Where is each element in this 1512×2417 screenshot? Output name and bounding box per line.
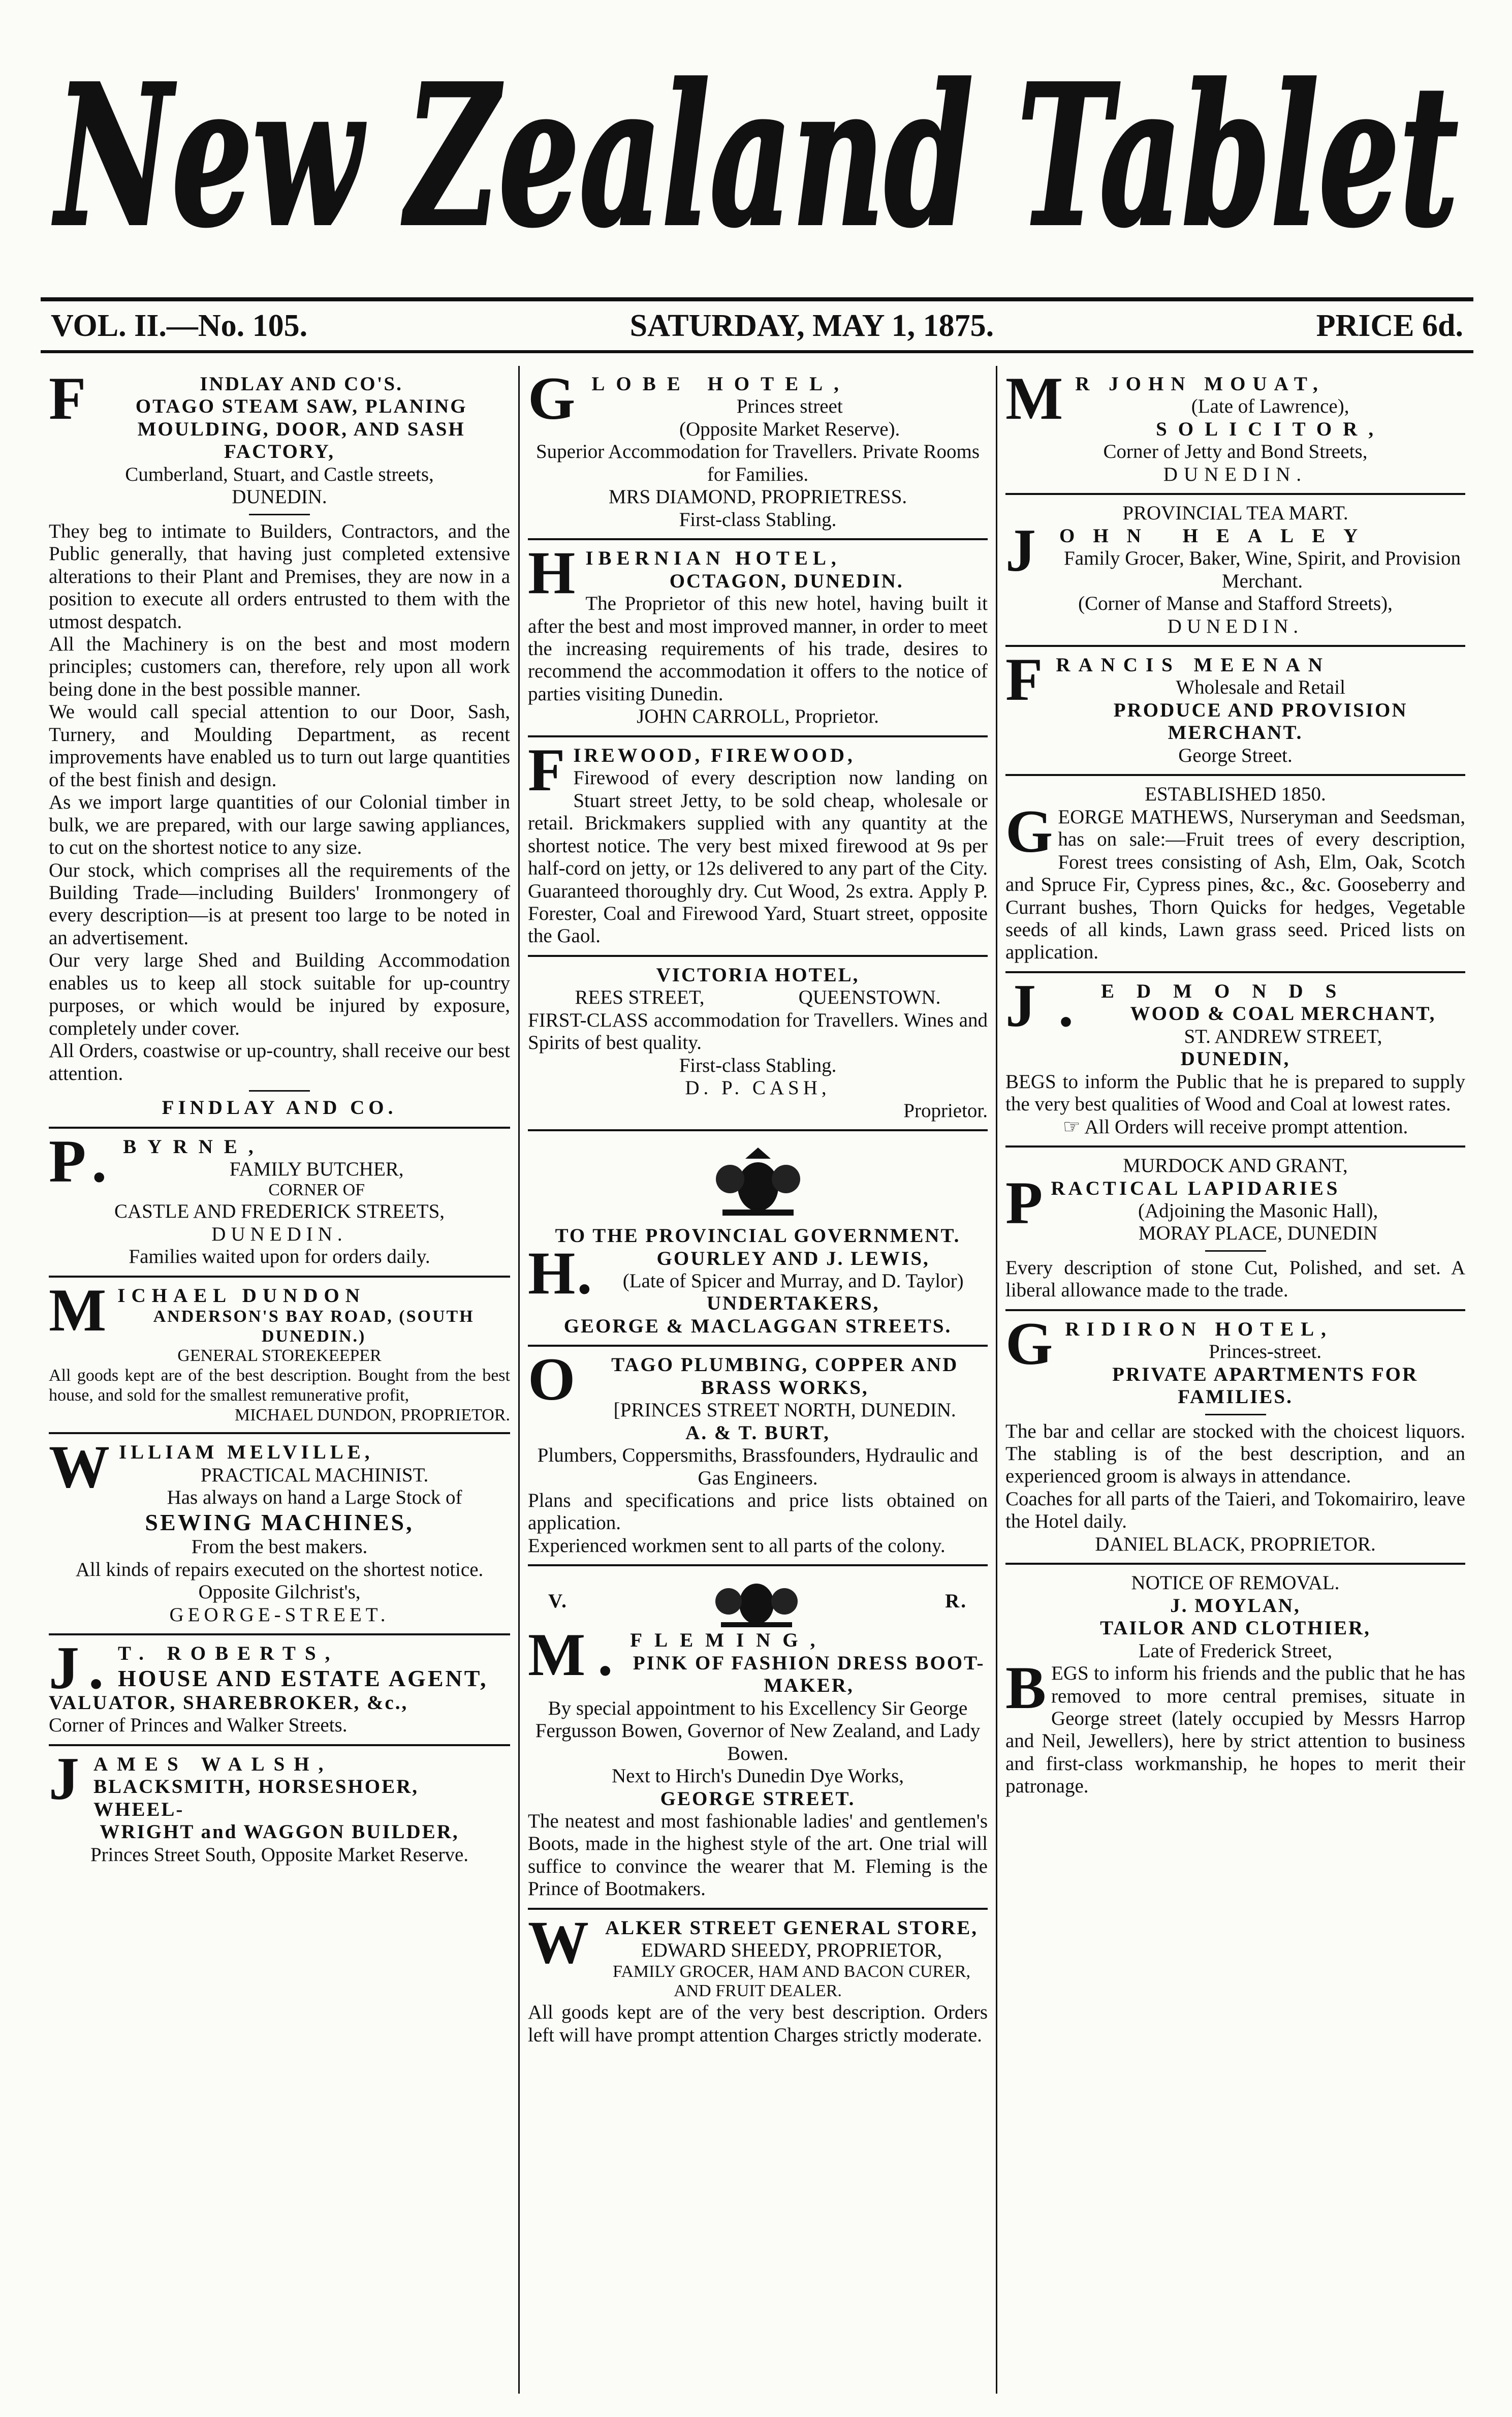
ad-title: J. MOYLAN, (1170, 1594, 1301, 1617)
pointing-hand-icon: ☞ (1062, 1115, 1081, 1138)
ad-edmonds (1005, 973, 1465, 1148)
ad-line: Opposite Gilchrist's, (198, 1581, 361, 1603)
ad-title: FIREWOOD, FIREWOOD, (528, 735, 856, 803)
ad-heading: ESTABLISHED 1850. (1145, 783, 1326, 805)
ad-line: Late of Frederick Street, (1138, 1639, 1333, 1662)
ad-line: A. & T. BURT, (685, 1421, 830, 1444)
ad-findlay (49, 366, 510, 1129)
volume-number: VOL. II.—No. 105. (51, 308, 308, 343)
ad-orders-note: All Orders will receive prompt attention. (1084, 1115, 1408, 1138)
vr-letter-v: V. (548, 1590, 568, 1613)
ad-line: Corner of Jetty and Bond Streets, (1103, 441, 1368, 463)
ad-line: CORNER OF (268, 1181, 365, 1200)
ad-line: MORAY PLACE, DUNEDIN (1138, 1222, 1378, 1245)
ad-line: ANDERSON'S BAY ROAD, (SOUTH DUNEDIN.) (153, 1307, 475, 1346)
ad-heading: PROVINCIAL TEA MART. (1122, 502, 1348, 524)
ad-title: WALKER STREET GENERAL STORE, (528, 1908, 979, 1976)
ad-line: Corner of Princes and Walker Streets. (49, 1714, 348, 1737)
ad-walsh (49, 1746, 510, 1873)
ad-globe-hotel (528, 366, 988, 540)
divider (1205, 1414, 1266, 1415)
ad-line: Family Grocer, Baker, Wine, Spirit, and Provision Merchant. (1064, 547, 1461, 592)
ad-line: SOLICITOR, (1156, 418, 1385, 440)
svg-text:New Zealand Tablet: New Zealand Tablet (52, 42, 1459, 269)
ad-title: J.EDMONDS (1005, 971, 1359, 1039)
column-1 (41, 366, 518, 2394)
ad-title: OTAGO PLUMBING, COPPER AND BRASS WORKS, (528, 1345, 959, 1413)
ad-line: GEORGE-STREET. (169, 1603, 390, 1626)
ad-line: First-class Stabling. (679, 1054, 837, 1076)
ad-line: HOUSE AND ESTATE AGENT, (118, 1665, 488, 1691)
ad-paragraph: Experienced workmen sent to all parts of the colony. (528, 1534, 946, 1557)
ad-title: MR JOHN MOUAT, (1005, 366, 1325, 432)
ad-street: REES STREET, (575, 986, 705, 1009)
ad-line: MRS DIAMOND, PROPRIETRESS. (608, 486, 907, 508)
ad-line: First-class Stabling. (679, 508, 837, 531)
ad-paragraph: All Orders, coastwise or up-country, shall receive our best attention. (49, 1040, 510, 1084)
ad-paragraph: By special appointment to his Excellency Sir George Fergusson Bowen, Governor of New Zealand, and Lady Bowen. (535, 1697, 981, 1764)
ad-moylan (1005, 1565, 1465, 1805)
ad-meenan (1005, 647, 1465, 776)
ad-city: DUNEDIN. (232, 486, 327, 508)
ad-line: CASTLE AND FREDERICK STREETS, (114, 1200, 445, 1223)
ad-hibernian-hotel (528, 540, 988, 737)
ad-line: GENERAL STOREKEEPER (177, 1346, 382, 1366)
ad-paragraph: BEGS to inform his friends and the public that he has removed to more central premises, situate in George street (lately occupied by Messrs Harrop and Neil, Jewellers), here by strict attention to business and first-class workmanship, he hopes to merit their patronage. (1005, 1654, 1465, 1798)
ad-line: OCTAGON, DUNEDIN. (669, 570, 904, 592)
ad-roberts (49, 1635, 510, 1746)
ad-line: TAILOR AND CLOTHIER, (1100, 1617, 1371, 1639)
ad-gourley-lewis (528, 1131, 988, 1347)
ad-line: [PRINCES STREET NORTH, DUNEDIN. (613, 1399, 956, 1421)
issue-date: SATURDAY, MAY 1, 1875. (629, 308, 994, 343)
ad-mouat (1005, 366, 1465, 495)
ad-title: M.FLEMING, (528, 1621, 828, 1689)
ad-line: PRODUCE AND PROVISION MERCHANT. (1113, 699, 1408, 744)
ad-title: VICTORIA HOTEL, (656, 964, 860, 986)
masthead (41, 10, 1473, 285)
ad-title: P.BYRNE, (49, 1127, 265, 1195)
ad-walker-street-store (528, 1910, 988, 2054)
ad-line: TO THE PROVINCIAL GOVERNMENT. (555, 1225, 961, 1247)
ad-victoria-hotel (528, 957, 988, 1131)
ad-paragraph: Our stock, which comprises all the requirements of the Building Trade—including Builders' Ironmongery of every description—is at present too large to be noted in an advertisement. (49, 859, 510, 949)
ad-line: Wholesale and Retail (1176, 676, 1345, 699)
ad-paragraph: As we import large quantities of our Colonial timber in bulk, we are prepared, with our large sawing appliances, to cut on the shortest notice to any size. (49, 791, 510, 859)
ad-line: GEORGE STREET. (660, 1787, 856, 1810)
ad-paragraph: Every description of stone Cut, Polished, and set. A liberal allowance made to the trade. (1005, 1256, 1465, 1302)
ad-title: GLOBE HOTEL, (528, 366, 850, 432)
vr-letter-r: R. (945, 1590, 967, 1613)
ad-title: J.T. ROBERTS, (49, 1634, 339, 1702)
ad-line: (Adjoining the Masonic Hall), (1138, 1199, 1378, 1222)
ad-line: Next to Hirch's Dunedin Dye Works, (611, 1765, 904, 1787)
ad-town: QUEENSTOWN. (798, 986, 941, 1009)
ad-murdock-grant (1005, 1148, 1465, 1311)
column-3 (996, 366, 1473, 2394)
ad-line: DUNEDIN. (1163, 463, 1308, 485)
divider (249, 514, 310, 515)
ad-line: (Corner of Manse and Stafford Streets), (1078, 593, 1393, 615)
ad-line: George Street. (1178, 744, 1293, 766)
divider (1205, 1250, 1266, 1252)
ad-healey (1005, 495, 1465, 647)
ad-otago-plumbing (528, 1347, 988, 1566)
ad-dundon (49, 1278, 510, 1435)
ad-line: Princes Street South, Opposite Market Reserve. (90, 1843, 469, 1866)
ad-signature: FINDLAY AND CO. (162, 1097, 397, 1119)
ad-line: DUNEDIN. (1167, 615, 1304, 637)
ad-mathews (1005, 776, 1465, 973)
ad-signature: MICHAEL DUNDON, PROPRIETOR. (234, 1405, 510, 1424)
ad-paragraph: All the Machinery is on the best and most modern principles; customers can, therefore, rely upon all work being done in the best possible manner. (49, 633, 510, 700)
ad-paragraph: All goods kept are of the best description. Bought from the best house, and sold for the smallest remunerative profit, (49, 1366, 510, 1405)
ad-line: (Late of Spicer and Murray, and D. Taylor) (622, 1269, 964, 1292)
issue-info-bar (41, 297, 1473, 353)
royal-crest-icon (528, 1138, 988, 1225)
advert-columns (41, 366, 1473, 2394)
ad-melville (49, 1434, 510, 1635)
ad-address (528, 986, 988, 1009)
column-2 (518, 366, 996, 2394)
ad-line: (Late of Lawrence), (1191, 395, 1349, 418)
ad-paragraph: Plans and specifications and price lists obtained on application. (528, 1490, 988, 1534)
ad-title: FINDLAY AND CO'S. (49, 366, 403, 432)
ad-line: Families waited upon for orders daily. (129, 1246, 430, 1268)
ad-line: DUNEDIN, (1180, 1048, 1290, 1070)
ad-paragraph: Firewood of every description now landing on Stuart street Jetty, to be sold cheap, wholesale or retail. Brickmakers supplied with any quantity at the shortest notice. The very best mixed firewood at 9s per half-cord on jetty, or 12s delivered to any part of the City. Guaranteed thoroughly dry. Cut Wood, 2s extra. Apply P. Forester, Coal and Firewood Yard, Stuart street, opposite the Gaol. (528, 767, 988, 947)
ad-title: GRIDIRON HOTEL, (1005, 1309, 1333, 1377)
ad-paragraph: FIRST-CLASS accommodation for Travellers. Wines and Spirits of best quality. (528, 1009, 988, 1054)
ad-paragraph: All goods kept are of the very best description. Orders left will have prompt attention Charges strictly moderate. (528, 2001, 988, 2046)
ad-paragraph: GEORGE MATHEWS, Nurseryman and Seedsman, has on sale:—Fruit trees of every description, Forest trees consisting of Ash, Elm, Oak, Scotch and Spruce Fir, Cypress pines, &c., &c. Gooseberry and Currant bushes, Thorn Quicks for hedges, Vegetable seeds of all kinds, Lawn grass seed. Priced lists on application. (1005, 797, 1465, 964)
ad-heading: NOTICE OF REMOVAL. (1131, 1572, 1340, 1594)
ad-paragraph: Our very large Shed and Building Accommodation enables us to keep all stock suitable for up-country purposes, or which would be injured by exposure, completely under cover. (49, 949, 510, 1039)
ad-line: Princes street (736, 395, 843, 418)
ad-line: WRIGHT and WAGGON BUILDER, (100, 1821, 459, 1843)
price: PRICE 6d. (1316, 308, 1463, 343)
royal-arms-icon (706, 1573, 807, 1629)
ad-subtitle: OTAGO STEAM SAW, PLANING MOULDING, DOOR, AND SASH FACTORY, (135, 395, 467, 463)
ad-line: FAMILY GROCER, HAM AND BACON CURER, AND FRUIT DEALER. (612, 1962, 971, 2001)
ad-paragraph: Coaches for all parts of the Taieri, and Tokomairiro, leave the Hotel daily. (1005, 1488, 1465, 1533)
ad-line: Superior Accommodation for Travellers. Private Rooms for Families. (536, 441, 980, 485)
ad-fleming (528, 1566, 988, 1909)
ad-paragraph: The neatest and most fashionable ladies' and gentlemen's Boots, made in the highest style of the art. One trial will suffice to convince the wearer that M. Fleming is the Prince of Bootmakers. (528, 1810, 988, 1900)
ad-signature: D. P. CASH, (685, 1077, 831, 1099)
ad-line: ST. ANDREW STREET, (1184, 1025, 1382, 1047)
ad-line: VALUATOR, SHAREBROKER, &c., (49, 1691, 408, 1714)
ad-line: FAMILY BUTCHER, (229, 1158, 404, 1180)
ad-title: PRACTICAL LAPIDARIES (1005, 1168, 1341, 1236)
divider (249, 1090, 310, 1092)
ad-title: JOHN HEALEY (1005, 516, 1376, 584)
ad-line: SEWING MACHINES, (145, 1509, 414, 1535)
masthead-title (41, 10, 1473, 285)
ad-line: Has always on hand a Large Stock of (167, 1486, 462, 1509)
ad-paragraph: They beg to intimate to Builders, Contractors, and the Public generally, that having just completed extensive alterations to their Plant and Premises, they are now in a position to execute all orders entrusted to them with the utmost despatch. (49, 520, 510, 633)
ad-signature: DANIEL BLACK, PROPRIETOR. (1095, 1533, 1376, 1555)
ad-title: MICHAEL DUNDON (49, 1276, 366, 1344)
ad-title: JAMES WALSH, (49, 1744, 333, 1812)
ad-role: Proprietor. (903, 1099, 988, 1122)
ad-gridiron-hotel (1005, 1311, 1465, 1565)
ad-line: All kinds of repairs executed on the shortest notice. (75, 1558, 484, 1581)
ad-title: H.GOURLEY AND J. LEWIS, (528, 1238, 930, 1307)
ad-paragraph: The bar and cellar are stocked with the choicest liquors. The stabling is of the best description, and an experienced groom is always in attendance. (1005, 1420, 1465, 1488)
ad-line: Princes-street. (1209, 1341, 1322, 1363)
ad-title: HIBERNIAN HOTEL, (528, 539, 841, 607)
ad-title: WILLIAM MELVILLE, (49, 1433, 374, 1501)
ad-line: BLACKSMITH, HORSESHOER, WHEEL- (93, 1776, 419, 1820)
ad-line: (Opposite Market Reserve). (679, 418, 900, 440)
ad-title: FRANCIS MEENAN (1005, 645, 1331, 713)
ad-paragraph: BEGS to inform the Public that he is prepared to supply the very best qualities of Wood and Coal at lowest rates. (1005, 1070, 1465, 1115)
ad-firewood (528, 737, 988, 957)
ad-line (1005, 1116, 1465, 1138)
ad-line: EDWARD SHEEDY, PROPRIETOR, (641, 1939, 942, 1962)
ad-byrne (49, 1129, 510, 1278)
ad-line: PINK OF FASHION DRESS BOOT-MAKER, (633, 1652, 985, 1697)
ad-line: WOOD & COAL MERCHANT, (1130, 1003, 1436, 1025)
ad-line: PRIVATE APARTMENTS FOR FAMILIES. (1112, 1363, 1419, 1408)
ad-address: Cumberland, Stuart, and Castle streets, (125, 463, 434, 485)
ad-line: Plumbers, Coppersmiths, Brassfounders, Hydraulic and Gas Engineers. (537, 1444, 979, 1489)
ad-line: DUNEDIN. (211, 1223, 348, 1245)
ad-paragraph: The Proprietor of this new hotel, having built it after the best and most improved manner, in order to meet the increasing requirements of his trade, desires to recommend the accommodation it offers to the notice of parties visiting Dunedin. (528, 593, 988, 705)
ad-line: PRACTICAL MACHINIST. (200, 1464, 429, 1486)
ad-line: UNDERTAKERS, (706, 1292, 880, 1315)
ad-line: GEORGE & MACLAGGAN STREETS. (563, 1315, 952, 1337)
ad-heading: MURDOCK AND GRANT, (1123, 1155, 1348, 1177)
ad-line: From the best makers. (191, 1536, 368, 1558)
ad-signature: JOHN CARROLL, Proprietor. (637, 705, 879, 728)
ad-paragraph: We would call special attention to our Door, Sash, Turnery, and Moulding Department, as recent improvements have enabled us to turn out large quantities of the best finish and design. (49, 701, 510, 791)
